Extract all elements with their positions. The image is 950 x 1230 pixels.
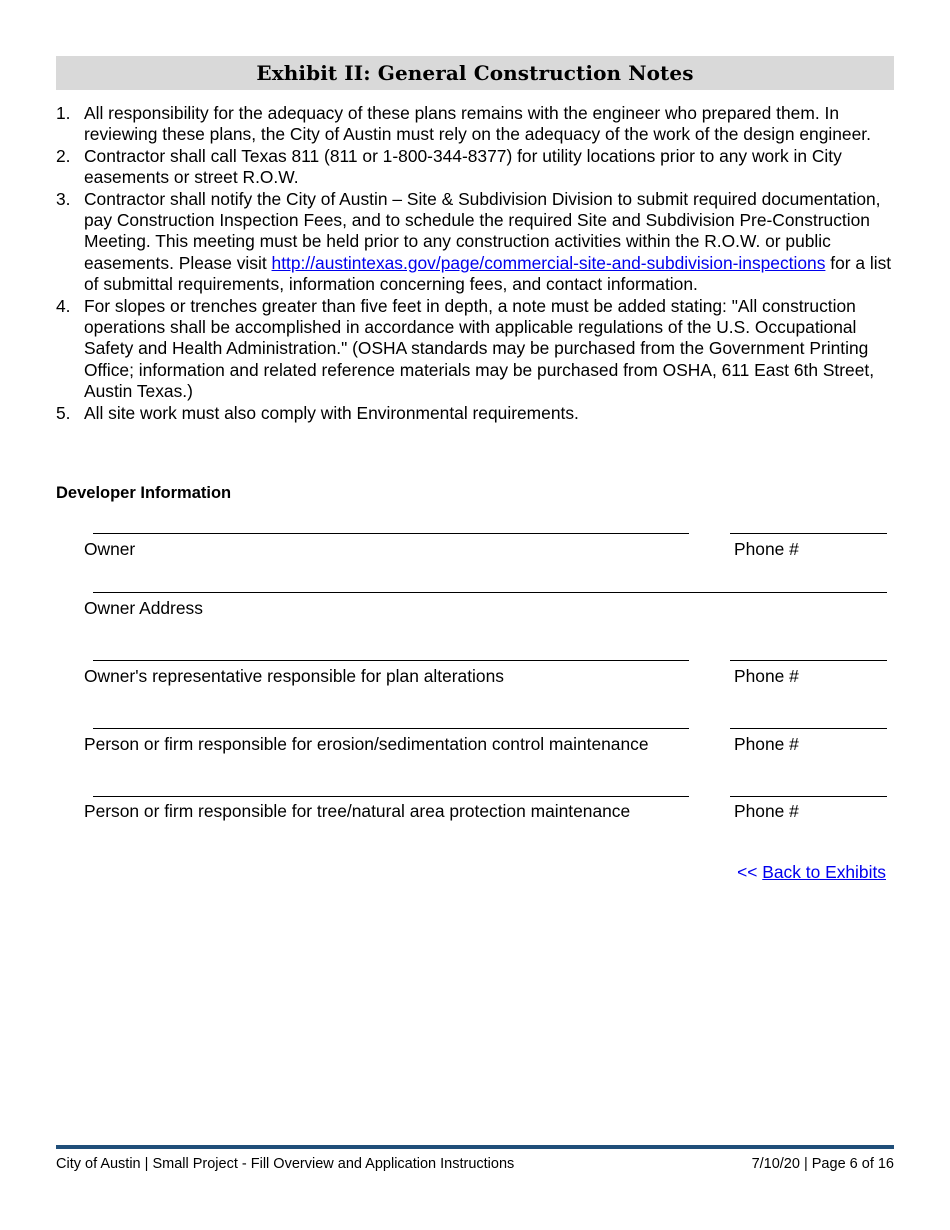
exhibit-title-banner — [56, 56, 894, 90]
note-number: 2. — [56, 145, 71, 166]
tree-firm-input-line[interactable] — [93, 796, 689, 797]
footer-date-page: 7/10/20 | Page 6 of 16 — [751, 1156, 894, 1172]
erosion-firm-label: Person or firm responsible for erosion/sedimentation control maintenance — [84, 734, 649, 754]
owner-address-input-line[interactable] — [93, 592, 887, 593]
tree-firm-phone-label: Phone # — [734, 801, 799, 821]
note-number: 4. — [56, 295, 71, 316]
note-item-4 — [56, 296, 898, 403]
back-arrow-prefix: << — [737, 862, 763, 882]
note-number: 1. — [56, 103, 71, 123]
footer-divider — [56, 1145, 894, 1149]
note-text: For slopes or trenches greater than five feet in depth, a note must be added stating: "All construction operations shall be accomplished in accordance with applicable regulations of the U.S. Occupational Safety and Health Administration." (OSHA standards may be purchased from the Government Printing Office; information and related reference materials may be purchased from OSHA, 611 East 6th Street, Austin Texas.) — [84, 295, 875, 402]
erosion-firm-phone-input-line[interactable] — [730, 728, 887, 729]
page-title: Exhibit II: General Construction Notes — [256, 61, 694, 85]
owner-phone-input-line[interactable] — [730, 533, 887, 534]
erosion-firm-input-line[interactable] — [93, 728, 689, 729]
note-item-5 — [56, 403, 898, 424]
note-text: Contractor shall call Texas 811 (811 or 1-800-344-8377) for utility locations prior to any work in City easements or street R.O.W. — [84, 145, 842, 188]
owner-label: Owner — [84, 539, 136, 559]
note-item-3 — [56, 189, 898, 296]
note-number: 5. — [56, 402, 71, 423]
note-item-1 — [56, 103, 898, 146]
note-text: All responsibility for the adequacy of these plans remains with the engineer who prepared them. In reviewing these plans, the City of Austin must rely on the adequacy of the work of the design engineer. — [84, 103, 871, 145]
construction-notes-list — [56, 103, 898, 424]
owner-input-line[interactable] — [93, 533, 689, 534]
developer-info-heading: Developer Information — [56, 484, 232, 502]
note-text-after-link: for a list of submittal requirements, information concerning fees, and contact information. — [84, 252, 892, 295]
back-to-exhibits-link[interactable] — [737, 862, 886, 883]
owner-rep-phone-label: Phone # — [734, 666, 799, 686]
footer-document-title: City of Austin | Small Project - Fill Overview and Application Instructions — [56, 1156, 515, 1172]
back-to-exhibits-label[interactable]: Back to Exhibits — [762, 862, 886, 882]
owner-address-label: Owner Address — [84, 598, 203, 618]
owner-rep-input-line[interactable] — [93, 660, 689, 661]
owner-rep-label: Owner's representative responsible for plan alterations — [84, 666, 504, 686]
note-text: All site work must also comply with Environmental requirements. — [84, 402, 579, 423]
note-number: 3. — [56, 188, 71, 209]
owner-rep-phone-input-line[interactable] — [730, 660, 887, 661]
inspections-link[interactable]: http://austintexas.gov/page/commercial-site-and-subdivision-inspections — [271, 252, 826, 273]
note-item-2 — [56, 146, 898, 189]
tree-firm-phone-input-line[interactable] — [730, 796, 887, 797]
tree-firm-label: Person or firm responsible for tree/natural area protection maintenance — [84, 801, 631, 821]
erosion-firm-phone-label: Phone # — [734, 734, 799, 754]
owner-phone-label: Phone # — [734, 539, 799, 559]
note-text-before-link: Contractor shall notify the City of Austin – Site & Subdivision Division to submit required documentation, pay Construction Inspection Fees, and to schedule the required Site and Subdivision Pre-Construction Meeting. This meeting must be held prior to any construction activities within the R.O.W. or public easements. Please visit — [84, 188, 881, 273]
